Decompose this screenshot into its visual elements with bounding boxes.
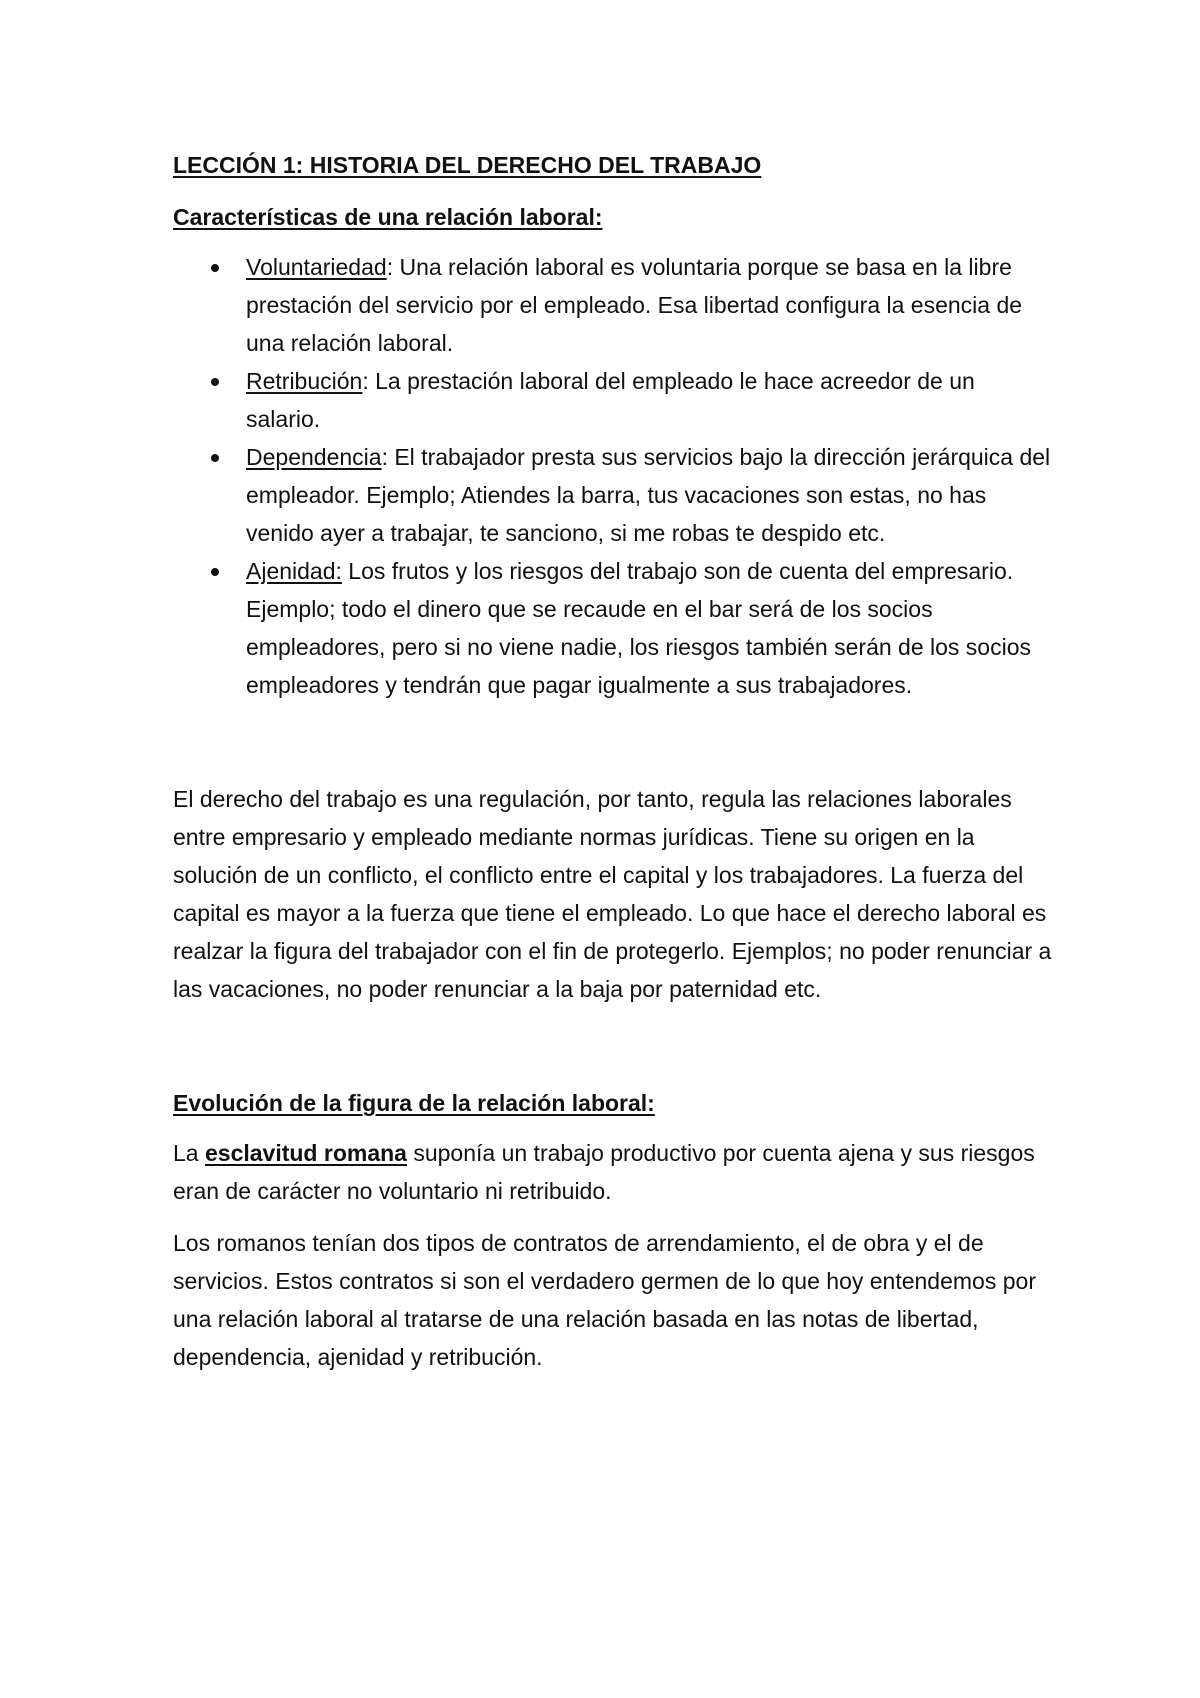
document-body — [173, 146, 1053, 1376]
list-item — [173, 248, 1053, 362]
list-item-text: : Una relación laboral es voluntaria porque se basa en la libre prestación del servicio por el empleado. Esa libertad configura la esencia de una relación laboral. — [246, 254, 1023, 356]
spacer — [173, 704, 1053, 780]
paragraph-labor-law: El derecho del trabajo es una regulación, por tanto, regula las relaciones laborales entre empresario y empleado mediante normas jurídicas. Tiene su origen en la solución de un conflicto, el conflicto entre el capital y los trabajadores. La fuerza del capital es mayor a la fuerza que tiene el empleado. Lo que hace el derecho laboral es realzar la figura del trabajador con el fin de protegerlo. Ejemplos; no poder renunciar a las vacaciones, no poder renunciar a la baja por paternidad etc. — [173, 786, 1052, 1002]
bullet-icon — [211, 568, 219, 576]
list-item-text: : El trabajador presta sus servicios bajo la dirección jerárquica del empleador. Ejemplo; Atiendes la barra, tus vacaciones son estas, no has venido ayer a trabajar, te sanciono, si me robas te despido etc. — [246, 444, 1051, 546]
paragraph-term: esclavitud romana — [204, 1140, 407, 1166]
paragraph-roman-contracts: Los romanos tenían dos tipos de contratos de arrendamiento, el de obra y el de servicios. Estos contratos si son el verdadero germen de lo que hoy entendemos por una relación laboral al tratarse de una relación basada en las notas de libertad, dependencia, ajenidad y retribución. — [173, 1230, 1036, 1370]
page-title: LECCIÓN 1: HISTORIA DEL DERECHO DEL TRABAJO — [173, 152, 762, 178]
section-heading-characteristics: Características de una relación laboral: — [173, 204, 603, 230]
list-item — [173, 552, 1053, 704]
list-item-text: Los frutos y los riesgos del trabajo son de cuenta del empresario. Ejemplo; todo el dinero que se recaude en el bar será de los socios empleadores, pero si no viene nadie, los riesgos también serán de los socios empleadores y tendrán que pagar igualmente a sus trabajadores. — [246, 558, 1031, 698]
list-item — [173, 362, 1053, 438]
paragraph-roman-slavery — [173, 1134, 1053, 1210]
paragraph-prefix: La — [173, 1140, 205, 1166]
section-heading-evolution: Evolución de la figura de la relación laboral: — [173, 1090, 655, 1116]
spacer — [173, 1008, 1053, 1084]
spacer — [173, 1210, 1053, 1224]
list-item-text: : La prestación laboral del empleado le hace acreedor de un salario. — [246, 368, 975, 432]
bullet-icon — [211, 264, 219, 272]
list-item-term: Voluntariedad — [246, 254, 387, 280]
bullet-icon — [211, 454, 219, 462]
list-item-term: Retribución — [246, 368, 363, 394]
bullet-icon — [211, 378, 219, 386]
paragraph-suffix: suponía un trabajo productivo por cuenta ajena y sus riesgos eran de carácter no voluntario ni retribuido. — [173, 1140, 1035, 1204]
list-item-term: Dependencia — [246, 444, 382, 470]
characteristics-list — [173, 248, 1053, 704]
list-item-term: Ajenidad: — [246, 558, 342, 584]
list-item — [173, 438, 1053, 552]
